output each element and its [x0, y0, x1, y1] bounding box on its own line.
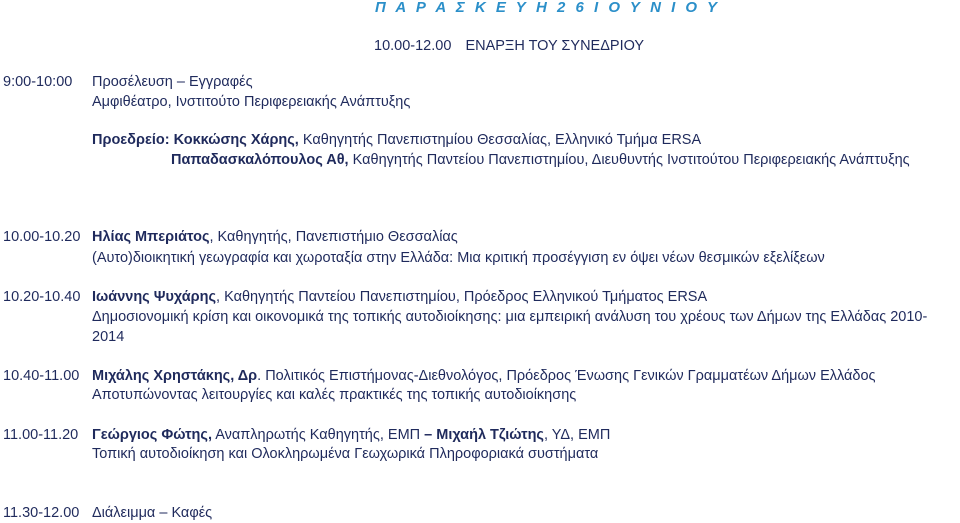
session-affiliation: Αναπληρωτής Καθηγητής, ΕΜΠ — [211, 427, 421, 443]
session-affiliation: . Πολιτικός Επιστήμονας-Διεθνολόγος, Πρόεδρος Ένωσης Γενικών Γραμματέων Δήμων Ελλάδος — [257, 368, 876, 384]
registration-line2: Αμφιθέατρο, Ινστιτούτο Περιφερειακής Ανάπτυξης — [92, 94, 411, 110]
session-title: Αποτυπώνοντας λειτουργίες και καλές πρακτικές της τοπικής αυτοδιοίκησης — [92, 387, 577, 403]
presidium-name1: Κοκκώσης Χάρης, — [173, 132, 299, 148]
presidium-label: Προεδρείο: — [92, 132, 170, 148]
session-speaker-line — [92, 368, 876, 384]
break-label: Διάλειμμα – Καφές — [92, 505, 213, 521]
presidium-line2 — [171, 152, 910, 168]
day-heading: Π Α Ρ Α Σ Κ Ε Υ Η 2 6 Ι Ο Υ Ν Ι Ο Υ — [375, 0, 720, 16]
session-affiliation2: , ΥΔ, ΕΜΠ — [543, 427, 611, 443]
presidium-line1 — [92, 132, 701, 148]
session-time: 10.00-10.20 — [3, 229, 81, 245]
session-title: (Αυτο)διοικητική γεωγραφία και χωροταξία στην Ελλάδα: Μια κριτική προσέγγιση εν όψει νέων θεσμικών εξελίξεων — [92, 250, 825, 266]
session-speaker2: Μιχαήλ Τζιώτης — [436, 427, 544, 443]
session-time: 10.40-11.00 — [3, 368, 80, 384]
registration-time: 9:00-10:00 — [3, 74, 73, 90]
session-time: 11.00-11.20 — [3, 427, 79, 443]
presidium-desc1: Καθηγητής Πανεπιστημίου Θεσσαλίας, Ελληνικό Τμήμα ERSA — [302, 132, 702, 148]
session-speaker: Ιωάννης Ψυχάρης — [92, 289, 217, 305]
session-speaker: Γεώργιος Φώτης, — [92, 427, 212, 443]
session-speaker: Ηλίας Μπεριάτος — [92, 229, 210, 245]
registration-line1: Προσέλευση – Εγγραφές — [92, 74, 253, 90]
session-time: 10.20-10.40 — [3, 289, 81, 305]
session-affiliation: , Καθηγητής, Πανεπιστήμιο Θεσσαλίας — [209, 229, 458, 245]
session-speaker-line — [92, 229, 458, 245]
session-speaker: Μιχάλης Χρηστάκης, Δρ — [92, 368, 258, 384]
session-affiliation: , Καθηγητής Παντείου Πανεπιστημίου, Πρόεδρος Ελληνικού Τμήματος ERSA — [216, 289, 708, 305]
session-title-continued: 2014 — [92, 329, 125, 345]
session-speaker-line — [92, 427, 610, 443]
break-time: 11.30-12.00 — [3, 505, 80, 521]
opening-row — [374, 38, 644, 54]
session-dash: – — [420, 427, 437, 443]
opening-time: 10.00-12.00 — [374, 38, 452, 54]
session-title: Τοπική αυτοδιοίκηση και Ολοκληρωμένα Γεωχωρικά Πληροφοριακά συστήματα — [92, 446, 599, 462]
presidium-name2: Παπαδασκαλόπουλος Αθ, — [171, 152, 349, 168]
session-title: Δημοσιονομική κρίση και οικονομικά της τοπικής αυτοδιοίκησης: μια εμπειρική ανάλυση του χρέους των Δήμων της Ελλάδας 2010- — [92, 309, 928, 325]
opening-text: ΕΝΑΡΞΗ ΤΟΥ ΣΥΝΕΔΡΙΟΥ — [465, 38, 645, 54]
session-speaker-line — [92, 289, 707, 305]
presidium-desc2: Καθηγητής Παντείου Πανεπιστημίου, Διευθυντής Ινστιτούτου Περιφερειακής Ανάπτυξης — [352, 152, 910, 168]
